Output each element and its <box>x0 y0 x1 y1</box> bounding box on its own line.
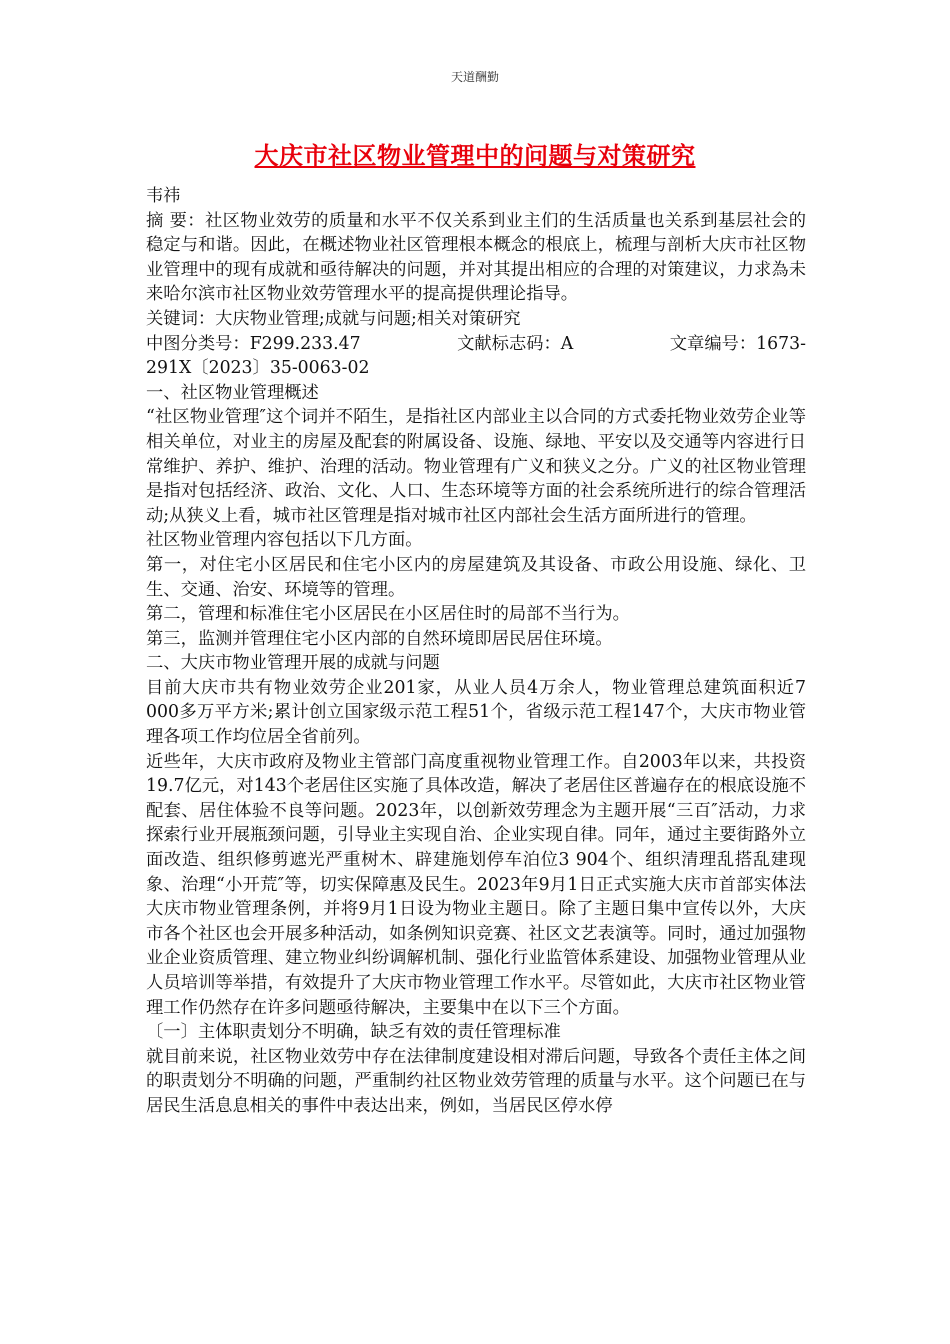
paragraph: “社区物业管理″这个词并不陌生，是指社区内部业主以合同的方式委托物业效劳企业等相关单位，对业主的房屋及配套的附属设备、设施、绿地、平安以及交通等内容进行日常维护、养护、维护、治理的活动。物业管理有广义和狭义之分。广义的社区物业管理是指对包括经济、政治、文化、人口、生态环境等方面的社会系统所进行的综合管理活动;从狭义上看，城市社区管理是指对城市社区内部社会生活方面所进行的管理。 <box>146 407 806 526</box>
classification-row <box>146 332 806 357</box>
article-number-continued: 291X〔2023〕35-0063-02 <box>146 358 370 379</box>
section-heading: 二、大庆市物业管理开展的成就与问题 <box>146 653 440 674</box>
article-body <box>146 184 806 1119</box>
page-header: 天道酬勤 <box>450 70 499 84</box>
article-title: 大庆市社区物业管理中的问题与对策研究 <box>254 142 696 170</box>
paragraph: 第三，监测并管理住宅小区内部的自然环境即居民居住环境。 <box>146 628 613 649</box>
article-number: 文章编号：1673- <box>669 333 806 354</box>
keywords: 关键词：大庆物业管理;成就与问题;相关对策研究 <box>146 308 521 329</box>
abstract: 摘 要：社区物业效劳的质量和水平不仅关系到业主们的生活质量也关系到基层社会的稳定与和谐。因此，在概述物业社区管理根本概念的根底上，梳理与剖析大庆市社区物业管理中的现有成就和亟待解决的问题，并对其提出相应的合理的对策建议，力求為未来哈尔滨市社区物业效劳管理水平的提高提供理论指导。 <box>146 210 806 305</box>
paragraph: 近些年，大庆市政府及物业主管部门高度重视物业管理工作。自2003年以来，共投资19.7亿元，对143个老居住区实施了具体改造，解决了老居住区普遍存在的根底设施不配套、居住体验不良等问题。2023年，以创新效劳理念为主题开展“三百″活动，力求探索行业开展瓶颈问题，引导业主实现自治、企业实现自律。同年，通过主要街路外立面改造、组织修剪遮光严重树木、辟建施划停车泊位3 904个、组织清理乱搭乱建现象、治理“小开荒″等，切实保障惠及民生。2023年9月1日正式实施大庆市首部实体法大庆市物业管理条例，并将9月1日设为物业主题日。除了主题日集中宣传以外，大庆市各个社区也会开展多种活动，如条例知识竞赛、社区文艺表演等。同时，通过加强物业企业资质管理、建立物业纠纷调解机制、强化行业监管体系建设、加强物业管理从业人员培训等举措，有效提升了大庆市物业管理工作水平。尽管如此，大庆市社区物业管理工作仍然存在许多问题亟待解决，主要集中在以下三个方面。 <box>146 751 806 1018</box>
paragraph: 第二，管理和标准住宅小区居民在小区居住时的局部不当行为。 <box>146 604 630 625</box>
author: 韦祎 <box>146 186 181 206</box>
paragraph: 第一，对住宅小区居民和住宅小区内的房屋建筑及其设备、市政公用设施、绿化、卫生、交通、治安、环境等的管理。 <box>146 554 806 600</box>
paragraph: 就目前来说，社区物业效劳中存在法律制度建设相对滞后问题，导致各个责任主体之间的职责划分不明确的问题，严重制约社区物业效劳管理的质量与水平。这个问题已在与居民生活息息相关的事件中表达出来，例如，当居民区停水停 <box>146 1046 806 1116</box>
paragraph: 社区物业管理内容包括以下几方面。 <box>146 530 423 551</box>
document-code: 文献标志码：A <box>457 333 574 354</box>
clc-number: 中图分类号：F299.233.47 <box>146 333 361 354</box>
paragraph: 目前大庆市共有物业效劳企业201家，从业人员4万余人，物业管理总建筑面积近7 000多万平方米;累计创立国家级示范工程51个，省级示范工程147个，大庆市物业管理各项工作均位居全省前列。 <box>146 677 806 748</box>
section-heading: 一、社区物业管理概述 <box>146 382 319 403</box>
subsection-heading: 〔一〕主体职责划分不明确，缺乏有效的责任管理标准 <box>146 1022 561 1043</box>
